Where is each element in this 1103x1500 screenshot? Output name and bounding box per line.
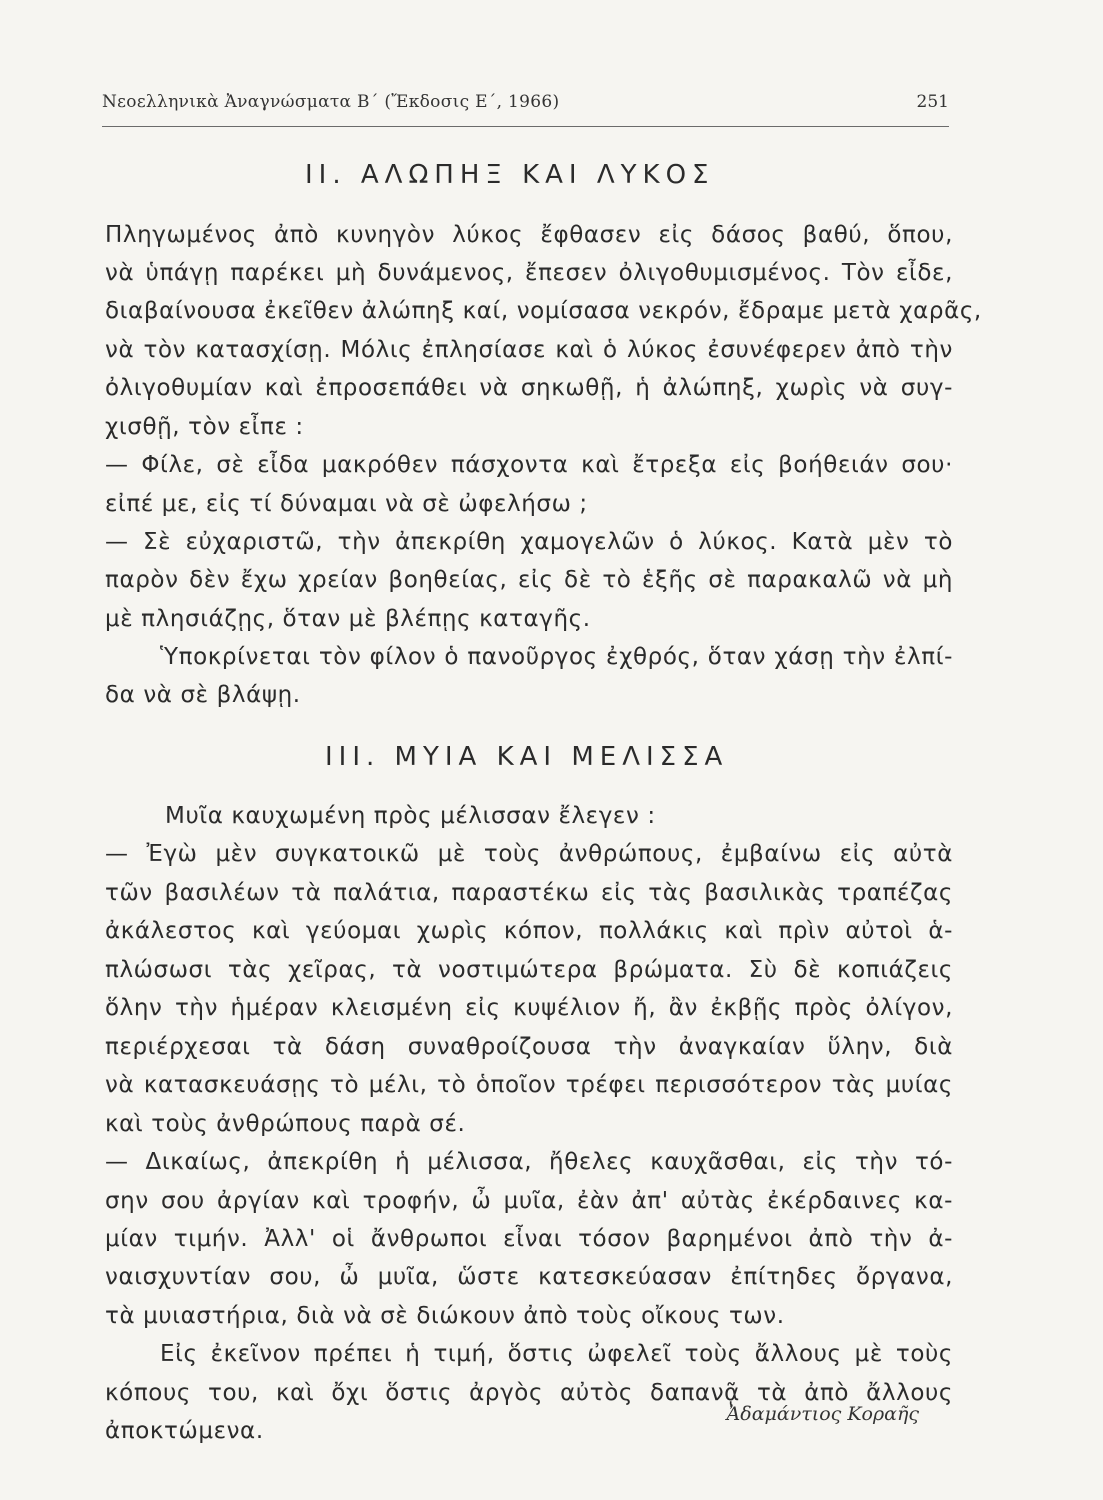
text-line: ἀκάλεστος καὶ γεύομαι χωρὶς κόπον, πολλάκις καὶ πρὶν αὐτοὶ ἁ- — [105, 918, 953, 944]
text-line: τὰ μυιαστήρια, διὰ νὰ σὲ διώκουν ἀπὸ τοὺς οἴκους των. — [105, 1303, 785, 1329]
text-line: — Φίλε, σὲ εἶδα μακρόθεν πάσχοντα καὶ ἔτρεξα εἰς βοήθειάν σου· — [105, 452, 953, 478]
text-line: χισθῇ, τὸν εἶπε : — [105, 414, 304, 440]
text-line: μίαν τιμήν. Ἀλλ' οἱ ἄνθρωποι εἶναι τόσον βαρημένοι ἀπὸ τὴν ἀ- — [105, 1226, 953, 1252]
author-signature: Ἀδαμάντιος Κοραῆς — [726, 1403, 919, 1425]
text-line: παρὸν δὲν ἔχω χρείαν βοηθείας, εἰς δὲ τὸ ἑξῆς σὲ παρακαλῶ νὰ μὴ — [105, 567, 953, 593]
moral-line: κόπους του, καὶ ὄχι ὅστις ἀργὸς αὐτὸς δαπανᾷ τὰ ἀπὸ ἄλλους — [105, 1380, 953, 1406]
text-line: — Δικαίως, ἀπεκρίθη ἡ μέλισσα, ἤθελες καυχᾶσθαι, εἰς τὴν τό- — [105, 1149, 953, 1175]
text-line: τῶν βασιλέων τὰ παλάτια, παραστέκω εἰς τὰς βασιλικὰς τραπέζας — [105, 880, 953, 906]
text-line: εἰπέ με, εἰς τί δύναμαι νὰ σὲ ὠφελήσω ; — [105, 491, 588, 517]
text-line: διαβαίνουσα ἐκεῖθεν ἀλώπηξ καί, νομίσασα νεκρόν, ἔδραμε μετὰ χαρᾶς, — [105, 298, 982, 324]
moral-line: δα νὰ σὲ βλάψῃ. — [105, 682, 301, 708]
moral-line: ἀποκτώμενα. — [105, 1418, 264, 1444]
text-line: καὶ τοὺς ἀνθρώπους παρὰ σέ. — [105, 1111, 466, 1137]
text-line: πλώσωσι τὰς χεῖρας, τὰ νοστιμώτερα βρώματα. Σὺ δὲ κοπιάζεις — [105, 957, 953, 983]
text-line: ὅλην τὴν ἡμέραν κλεισμένη εἰς κυψέλιον ἤ, ἂν ἐκβῇς πρὸς ὀλίγον, — [105, 995, 953, 1021]
section-2-title: II. ΑΛΩΠΗΞ ΚΑΙ ΛΥΚΟΣ — [305, 160, 715, 190]
section-3-title: III. ΜΥΙΑ ΚΑΙ ΜΕΛΙΣΣΑ — [325, 742, 729, 772]
moral-line: Ὑποκρίνεται τὸν φίλον ὁ πανοῦργος ἐχθρός, ὅταν χάσῃ τὴν ἐλπί- — [160, 644, 953, 670]
text-line: νὰ τὸν κατασχίσῃ. Μόλις ἐπλησίασε καὶ ὁ λύκος ἐσυνέφερεν ἀπὸ τὴν — [105, 337, 953, 363]
text-line: — Ἐγὼ μὲν συγκατοικῶ μὲ τοὺς ἀνθρώπους, ἐμβαίνω εἰς αὐτὰ — [105, 841, 953, 867]
text-line: περιέρχεσαι τὰ δάση συναθροίζουσα τὴν ἀναγκαίαν ὕλην, διὰ — [105, 1034, 953, 1060]
text-line: ὀλιγοθυμίαν καὶ ἐπροσεπάθει νὰ σηκωθῇ, ἡ ἀλώπηξ, χωρὶς νὰ συγ- — [105, 375, 953, 401]
text-line: νὰ κατασκευάσῃς τὸ μέλι, τὸ ὁποῖον τρέφει περισσότερον τὰς μυίας — [105, 1072, 953, 1098]
text-line: σην σου ἀργίαν καὶ τροφήν, ὦ μυῖα, ἐὰν ἀπ' αὐτὰς ἐκέρδαινες κα- — [105, 1188, 953, 1214]
text-line: νὰ ὑπάγῃ παρέκει μὴ δυνάμενος, ἔπεσεν ὀλιγοθυμισμένος. Τὸν εἶδε, — [105, 260, 953, 286]
text-line: Πληγωμένος ἀπὸ κυνηγὸν λύκος ἔφθασεν εἰς δάσος βαθύ, ὅπου, — [105, 222, 953, 248]
text-line: ναισχυντίαν σου, ὦ μυῖα, ὥστε κατεσκεύασαν ἐπίτηδες ὄργανα, — [105, 1264, 953, 1290]
running-title: Νεοελληνικὰ Ἀναγνώσματα Β΄ (Ἔκδοσις Ε΄, 1966) — [102, 92, 560, 112]
text-line: μὲ πλησιάζῃς, ὅταν μὲ βλέπῃς καταγῆς. — [105, 606, 591, 632]
running-header — [102, 92, 949, 127]
text-line: Μυῖα καυχωμένη πρὸς μέλισσαν ἔλεγεν : — [165, 803, 656, 829]
moral-line: Εἰς ἐκεῖνον πρέπει ἡ τιμή, ὅστις ὠφελεῖ τοὺς ἄλλους μὲ τοὺς — [160, 1341, 953, 1367]
page-number: 251 — [916, 92, 949, 112]
text-line: — Σὲ εὐχαριστῶ, τὴν ἀπεκρίθη χαμογελῶν ὁ λύκος. Κατὰ μὲν τὸ — [105, 529, 953, 555]
